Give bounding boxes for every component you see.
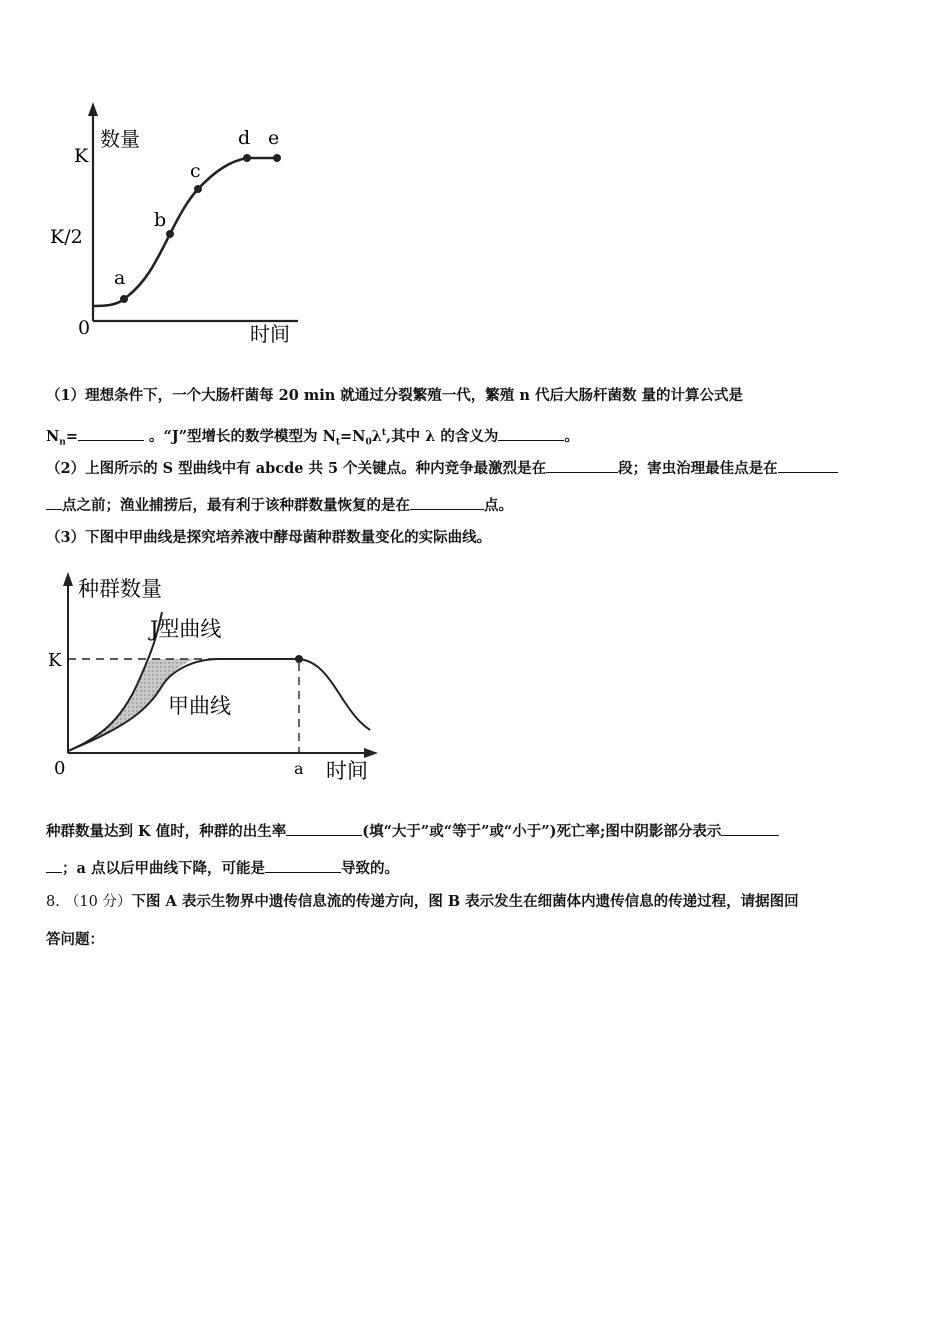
q3-text-line2-a: ；a 点以后甲曲线下降，可能是 [62, 860, 265, 877]
q3-text-line1-b: (填“大于”或“等于”或“小于”)死亡率;图中阴影部分表示 [362, 823, 722, 840]
q3-text-line2-b: 导致的。 [340, 860, 399, 877]
q1-n-sub: n [59, 437, 66, 448]
point-label-c: c [190, 160, 201, 182]
q3-text-line1 [46, 820, 779, 842]
q2-line2-a: 点之前；渔业捕捞后，最有利于该种群数量恢复的是在 [62, 497, 410, 514]
q2-line1-a: （2）上图所示的 S 型曲线中有 abcde 共 5 个关键点。种内竞争最激烈是在 [46, 460, 547, 477]
y-axis-arrow [88, 102, 98, 116]
q1-eq: = [65, 427, 78, 445]
j-curve-label: J型曲线 [150, 617, 222, 641]
q3-blank-2b[interactable] [46, 857, 62, 873]
y-axis-label: 种群数量 [78, 577, 162, 601]
q8-score: （10 分） [64, 894, 132, 910]
point-d [243, 154, 251, 162]
q3-blank-1[interactable] [286, 820, 362, 836]
q1-t-sup: t [381, 428, 387, 438]
x-tick-a: a [294, 759, 304, 778]
origin-label: 0 [78, 317, 91, 339]
q8-line1 [46, 892, 799, 912]
x-axis-arrow [364, 748, 378, 758]
point-label-d: d [238, 127, 251, 149]
y-tick-k: K [48, 650, 62, 671]
q8-line2 [46, 930, 104, 950]
x-axis-label: 时间 [250, 322, 290, 346]
jia-curve-figure [44, 566, 384, 788]
point-label-a: a [114, 267, 126, 289]
y-tick-k: K [74, 145, 89, 167]
q2-blank-3[interactable] [410, 494, 484, 510]
q3-blank-2a[interactable] [721, 820, 779, 836]
q1-blank-1[interactable] [78, 425, 144, 441]
q2-blank-2a[interactable] [778, 457, 838, 473]
y-axis-label: 数量 [100, 127, 140, 151]
q1-blank-2[interactable] [498, 425, 564, 441]
q2-blank-1[interactable] [546, 457, 618, 473]
q8-line1-text: 下图 A 表示生物界中遗传信息流的传递方向，图 B 表示发生在细菌体内遗传信息的传递过程，请据图回 [131, 893, 799, 910]
q3-text-line1-a: 种群数量达到 K 值时，种群的出生率 [46, 823, 287, 840]
point-a [120, 295, 128, 303]
point-e [273, 154, 281, 162]
s-curve-figure [40, 96, 320, 356]
q1-t-sub: t [335, 437, 341, 448]
point-c [194, 185, 202, 193]
q3-text-line2 [46, 857, 399, 879]
jia-curve-label: 甲曲线 [168, 694, 231, 718]
y-tick-half: K/2 [50, 226, 83, 248]
q1-line1 [46, 386, 743, 406]
point-label-e: e [268, 127, 280, 149]
point-b [166, 230, 174, 238]
q2-line1 [46, 457, 838, 479]
q3-line1-text: （3）下图中甲曲线是探究培养液中酵母菌种群数量变化的实际曲线。 [46, 529, 492, 546]
q2-line2 [46, 494, 513, 516]
q1-eq2: =N [340, 427, 366, 445]
y-axis-arrow [63, 572, 73, 586]
q1-line2 [46, 423, 579, 453]
x-axis-label: 时间 [326, 759, 368, 783]
q1-n: N [46, 427, 60, 445]
q1-end: 。 [564, 427, 579, 445]
origin-label: 0 [54, 758, 66, 779]
q8-number: 8. [46, 894, 60, 910]
q1-line1-text: （1）理想条件下，一个大肠杆菌每 20 min 就通过分裂繁殖一代，繁殖 n 代后大肠杆菌数 量的计算公式是 [46, 387, 743, 404]
q8-line2-text: 答问题： [46, 931, 104, 948]
q1-lambda: λ [371, 427, 382, 445]
q2-line1-b: 段；害虫治理最佳点是在 [618, 460, 778, 477]
point-a-marker [295, 655, 303, 663]
q3-blank-3[interactable] [265, 857, 341, 873]
q3-line1 [46, 528, 491, 548]
q2-line2-b: 点。 [484, 497, 513, 514]
point-label-b: b [154, 209, 167, 231]
q1-mid: 。“J”型增长的数学模型为 N [143, 427, 336, 445]
q1-tail: ,其中 λ 的含义为 [386, 427, 499, 445]
q1-0-sub: 0 [365, 437, 372, 448]
q2-blank-2b[interactable] [46, 494, 62, 510]
